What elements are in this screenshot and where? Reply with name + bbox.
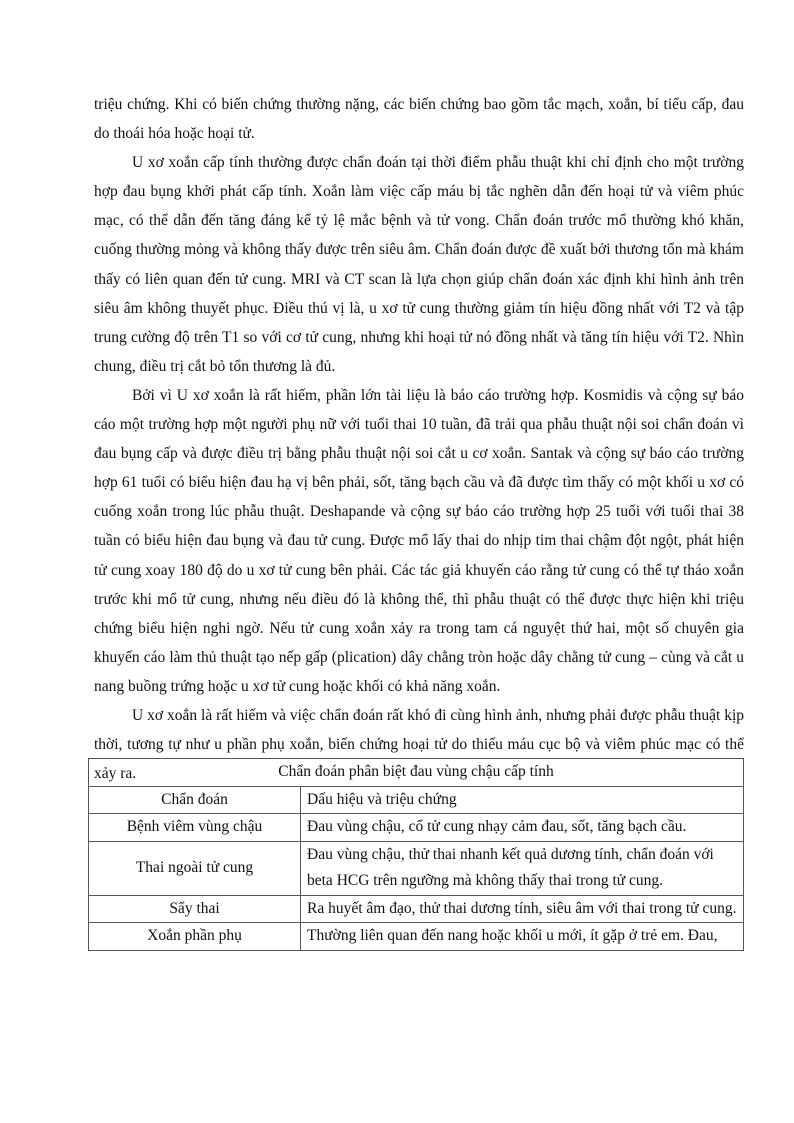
table-cell-diagnosis: Sẩy thai — [89, 895, 301, 923]
table-cell-diagnosis: Xoắn phần phụ — [89, 923, 301, 951]
table-cell-signs: Thường liên quan đến nang hoặc khối u mới, ít gặp ở trẻ em. Đau, — [301, 923, 744, 951]
table-row — [89, 895, 744, 923]
paragraph-4: U xơ xoắn là rất hiếm và việc chẩn đoán rất khó đi cùng hình ảnh, nhưng phải được phẫu thuật kịp thời, tương tự như u phần phụ xoắn, biến chứng hoại tử do thiếu máu cục bộ và viêm phúc mạc có thể xảy ra. — [94, 706, 744, 783]
table-caption-row — [89, 759, 744, 787]
document-body — [94, 90, 744, 788]
table-cell-signs: Đau vùng chậu, cổ tử cung nhạy cảm đau, sốt, tăng bạch cầu. — [301, 814, 744, 842]
table-row — [89, 814, 744, 842]
table-row — [89, 841, 744, 895]
table-cell-signs: Ra huyết âm đạo, thử thai dương tính, siêu âm với thai trong tử cung. — [301, 895, 744, 923]
paragraph-3: Bởi vì U xơ xoắn là rất hiếm, phần lớn tài liệu là báo cáo trường hợp. Kosmidis và cộng sự báo cáo một trường hợp một người phụ nữ với tuổi thai 10 tuần, đã trải qua phẫu thuật nội soi chẩn đoán vì đau bụng cấp và được điều trị bằng phẫu thuật nội soi cắt u cơ xoắn. Santak và cộng sự báo cáo trường hợp 61 tuổi có biểu hiện đau hạ vị bên phải, sốt, tăng bạch cầu và đã được tìm thấy có một khối u xơ có cuống xoắn trong lúc phẫu thuật. Deshapande và cộng sự báo cáo trường hợp 25 tuổi với tuổi thai 38 tuần có biểu hiện đau bụng và đau tử cung. Được mổ lấy thai do nhịp tim thai chậm đột ngột, phát hiện tử cung xoay 180 độ do u xơ tử cung bên phải. Các tác giả khuyến cáo rằng tử cung có thể tự tháo xoắn trước khi mổ tử cung, nhưng nếu điều đó là không thể, thì phẫu thuật có thể được thực hiện khi triệu chứng biểu hiện nghi ngờ. Nếu tử cung xoắn xảy ra trong tam cá nguyệt thứ hai, một số chuyên gia khuyến cáo làm thủ thuật tạo nếp gấp (plication) dây chằng tròn hoặc dây chằng tử cung – cùng và cắt u nang buồng trứng hoặc u xơ tử cung hoặc khối có khả năng xoắn. — [94, 386, 744, 695]
table-header-row — [89, 786, 744, 814]
differential-diagnosis-table — [88, 758, 744, 951]
table-header-diagnosis: Chẩn đoán — [89, 786, 301, 814]
table-header-signs: Dấu hiệu và triệu chứng — [301, 786, 744, 814]
paragraph-1: triệu chứng. Khi có biến chứng thường nặng, các biến chứng bao gồm tắc mạch, xoắn, bí tiểu cấp, đau do thoái hóa hoặc hoại tử. — [94, 96, 744, 143]
table-cell-signs: Đau vùng chậu, thử thai nhanh kết quả dương tính, chẩn đoán với beta HCG trên ngưỡng mà không thấy thai trong tử cung. — [301, 841, 744, 895]
table-caption: Chẩn đoán phân biệt đau vùng chậu cấp tính — [89, 759, 744, 787]
paragraph-2: U xơ xoắn cấp tính thường được chẩn đoán tại thời điểm phẫu thuật khi chỉ định cho một trường hợp đau bụng khởi phát cấp tính. Xoắn làm việc cấp máu bị tắc nghẽn dẫn đến hoại tử và viêm phúc mạc, có thể dẫn đến tăng đáng kể tỷ lệ mắc bệnh và tử vong. Chẩn đoán trước mổ thường khó khăn, cuống thường mỏng và không thấy được trên siêu âm. Chẩn đoán được đề xuất bởi thương tổn mà khám thấy có liên quan đến tử cung. MRI và CT scan là lựa chọn giúp chẩn đoán xác định khi hình ảnh trên siêu âm không thuyết phục. Điều thú vị là, u xơ tử cung thường giảm tín hiệu đồng nhất với T2 và tập trung cường độ trên T1 so với cơ tử cung, nhưng khi hoại tử nó đồng nhất và tăng tín hiệu với T2. Nhìn chung, điều trị cắt bỏ tổn thương là đủ. — [94, 154, 744, 375]
table-cell-diagnosis: Thai ngoài tử cung — [89, 841, 301, 895]
table-row — [89, 923, 744, 951]
table-cell-diagnosis: Bệnh viêm vùng chậu — [89, 814, 301, 842]
